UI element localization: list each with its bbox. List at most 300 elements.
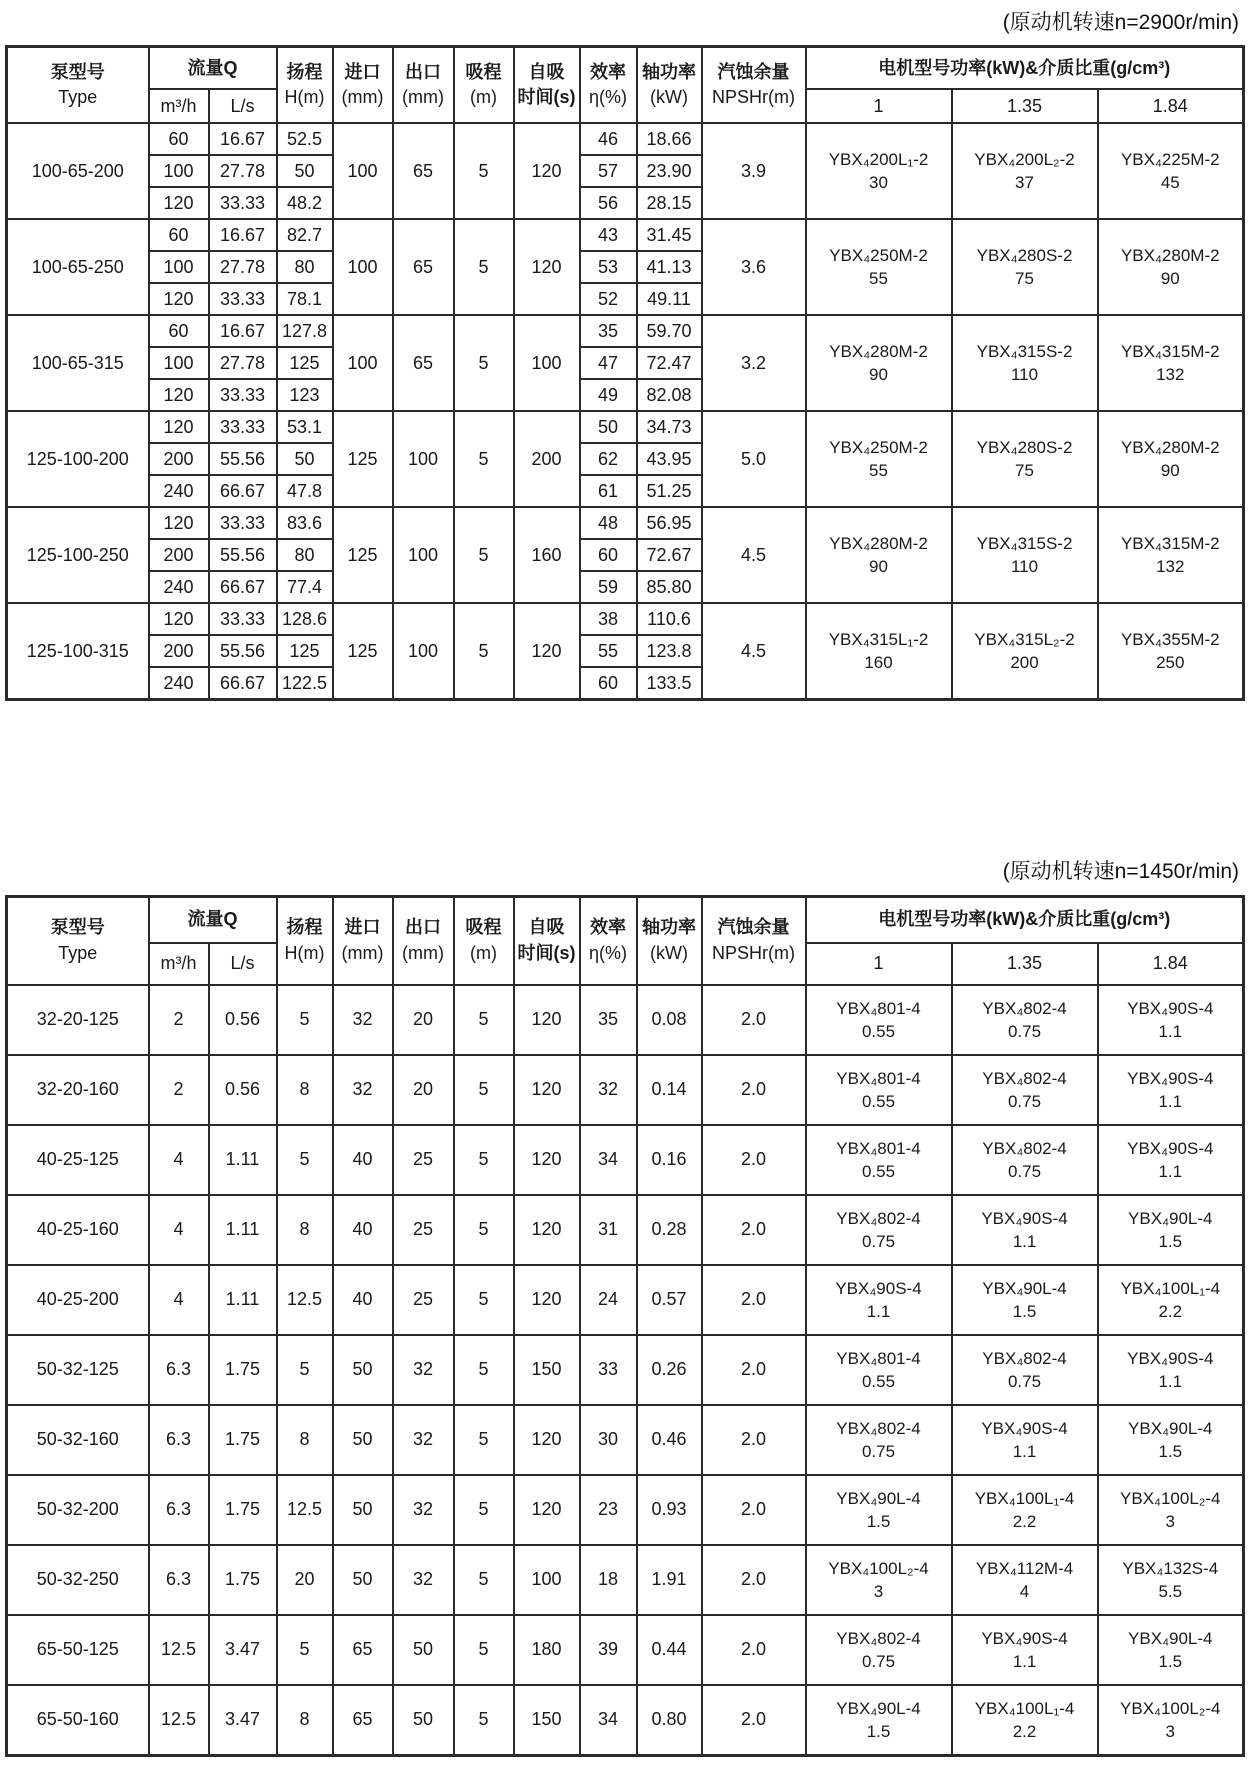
cell-flow-m3h: 6.3 — [149, 1405, 209, 1475]
col-header-pump-type — [7, 47, 149, 124]
cell-motor-sg184 — [1098, 315, 1244, 411]
cell-shaft-power: 18.66 — [637, 123, 702, 155]
cell-head: 48.2 — [277, 187, 333, 219]
cell-motor-sg1 — [806, 411, 952, 507]
cell-motor-sg1 — [806, 1405, 952, 1475]
cell-motor-sg135 — [952, 603, 1098, 700]
cell-head: 128.6 — [277, 603, 333, 635]
cell-motor-sg1 — [806, 1545, 952, 1615]
cell-motor-sg1 — [806, 315, 952, 411]
cell-flow-ls: 16.67 — [209, 219, 277, 251]
cell-suction: 5 — [454, 1545, 514, 1615]
cell-head: 125 — [277, 635, 333, 667]
motor-model: YBX₄280S-2 — [976, 438, 1073, 458]
cell-flow-m3h: 200 — [149, 635, 209, 667]
motor-model: YBX₄315L₁-2 — [828, 630, 929, 650]
col-header-suction: 吸程 (m) — [454, 47, 514, 124]
motor-model: YBX₄315L₂-2 — [974, 630, 1075, 650]
cell-head: 5 — [277, 1615, 333, 1685]
motor-power: 0.55 — [861, 1371, 896, 1391]
cell-flow-m3h: 4 — [149, 1125, 209, 1195]
cell-outlet: 50 — [393, 1685, 454, 1756]
cell-head: 5 — [277, 1335, 333, 1405]
cell-flow-ls: 1.11 — [209, 1125, 277, 1195]
cell-priming-time: 200 — [514, 411, 580, 507]
cell-flow-m3h: 120 — [149, 603, 209, 635]
motor-model: YBX₄90S-4 — [835, 1278, 922, 1298]
cell-motor-sg184 — [1098, 1545, 1244, 1615]
cell-npsh: 3.6 — [702, 219, 806, 315]
motor-model: YBX₄90L-4 — [836, 1698, 921, 1718]
motor-model: YBX₄90S-4 — [981, 1208, 1068, 1228]
cell-motor-sg1 — [806, 1195, 952, 1265]
cell-flow-m3h: 2 — [149, 985, 209, 1055]
motor-power: 1.5 — [1158, 1651, 1183, 1671]
cell-pump-type: 100-65-315 — [7, 315, 149, 411]
col-header-inlet: 进口 (mm) — [333, 47, 393, 124]
cell-flow-ls: 55.56 — [209, 443, 277, 475]
cell-inlet: 40 — [333, 1265, 393, 1335]
cell-flow-ls: 1.75 — [209, 1545, 277, 1615]
cell-motor-sg1 — [806, 1055, 952, 1125]
cell-motor-sg135 — [952, 507, 1098, 603]
cell-efficiency: 39 — [580, 1615, 637, 1685]
cell-flow-m3h: 200 — [149, 443, 209, 475]
cell-flow-m3h: 4 — [149, 1195, 209, 1265]
col-header-flow: 流量Q — [149, 47, 277, 90]
table-row — [7, 1685, 1244, 1756]
cell-head: 5 — [277, 1125, 333, 1195]
cell-flow-m3h: 6.3 — [149, 1545, 209, 1615]
cell-flow-ls: 33.33 — [209, 411, 277, 443]
cell-outlet: 32 — [393, 1335, 454, 1405]
motor-power: 1.5 — [866, 1511, 891, 1531]
cell-suction: 5 — [454, 603, 514, 700]
cell-flow-m3h: 100 — [149, 251, 209, 283]
motor-power: 2.2 — [1012, 1721, 1037, 1741]
cell-shaft-power: 0.80 — [637, 1685, 702, 1756]
col-header-pump-type-en: Type — [58, 87, 98, 108]
cell-shaft-power: 31.45 — [637, 219, 702, 251]
cell-flow-ls: 33.33 — [209, 187, 277, 219]
motor-model: YBX₄250M-2 — [829, 438, 928, 458]
motor-power: 110 — [1010, 557, 1039, 577]
motor-power: 0.75 — [861, 1651, 896, 1671]
motor-model: YBX₄802-4 — [836, 1208, 921, 1228]
cell-efficiency: 59 — [580, 571, 637, 603]
cell-outlet: 100 — [393, 411, 454, 507]
cell-efficiency: 49 — [580, 379, 637, 411]
cell-inlet: 40 — [333, 1195, 393, 1265]
cell-flow-ls: 16.67 — [209, 315, 277, 347]
cell-efficiency: 23 — [580, 1475, 637, 1545]
cell-shaft-power: 0.16 — [637, 1125, 702, 1195]
col-header-flow: 流量Q — [149, 896, 277, 943]
cell-motor-sg1 — [806, 123, 952, 219]
cell-motor-sg1 — [806, 1615, 952, 1685]
cell-flow-ls: 33.33 — [209, 603, 277, 635]
cell-priming-time: 120 — [514, 219, 580, 315]
col-header-sg-184: 1.84 — [1098, 943, 1244, 985]
col-header-shaft-power: 轴功率 (kW) — [637, 47, 702, 124]
motor-model: YBX₄90S-4 — [1127, 998, 1214, 1018]
cell-efficiency: 60 — [580, 539, 637, 571]
cell-flow-ls: 1.11 — [209, 1195, 277, 1265]
cell-suction: 5 — [454, 985, 514, 1055]
cell-flow-m3h: 12.5 — [149, 1615, 209, 1685]
cell-inlet: 32 — [333, 985, 393, 1055]
cell-npsh: 2.0 — [702, 1125, 806, 1195]
motor-model: YBX₄802-4 — [982, 1138, 1067, 1158]
motor-power: 0.55 — [861, 1021, 896, 1041]
cell-npsh: 3.9 — [702, 123, 806, 219]
cell-flow-ls: 1.75 — [209, 1405, 277, 1475]
cell-flow-ls: 27.78 — [209, 251, 277, 283]
motor-model: YBX₄280M-2 — [1120, 246, 1220, 266]
motor-power: 5.5 — [1158, 1581, 1183, 1601]
cell-shaft-power: 82.08 — [637, 379, 702, 411]
motor-model: YBX₄112M-4 — [975, 1558, 1074, 1578]
cell-shaft-power: 0.46 — [637, 1405, 702, 1475]
spec-table-1450 — [5, 895, 1245, 1757]
cell-motor-sg1 — [806, 507, 952, 603]
cell-flow-m3h: 60 — [149, 315, 209, 347]
motor-power: 132 — [1156, 557, 1185, 577]
cell-motor-sg184 — [1098, 1265, 1244, 1335]
cell-head: 82.7 — [277, 219, 333, 251]
col-header-sg-1: 1 — [806, 943, 952, 985]
cell-motor-sg1 — [806, 219, 952, 315]
cell-motor-sg135 — [952, 1125, 1098, 1195]
cell-outlet: 32 — [393, 1475, 454, 1545]
cell-npsh: 2.0 — [702, 1265, 806, 1335]
cell-shaft-power: 28.15 — [637, 187, 702, 219]
cell-flow-ls: 16.67 — [209, 123, 277, 155]
motor-power: 1.1 — [1158, 1091, 1183, 1111]
col-header-ls: L/s — [209, 89, 277, 123]
col-header-npsh: 汽蚀余量 NPSHr(m) — [702, 896, 806, 985]
cell-efficiency: 60 — [580, 667, 637, 700]
cell-shaft-power: 34.73 — [637, 411, 702, 443]
motor-model: YBX₄280M-2 — [829, 342, 928, 362]
cell-inlet: 50 — [333, 1475, 393, 1545]
cell-head: 77.4 — [277, 571, 333, 603]
motor-power: 3 — [1165, 1721, 1175, 1741]
motor-model: YBX₄100L₂-4 — [1120, 1698, 1221, 1718]
cell-flow-ls: 1.75 — [209, 1335, 277, 1405]
cell-motor-sg184 — [1098, 1195, 1244, 1265]
motor-power: 132 — [1156, 365, 1185, 385]
table2-title: (原动机转速n=1450r/min) — [1002, 860, 1239, 884]
cell-flow-m3h: 6.3 — [149, 1475, 209, 1545]
motor-model: YBX₄280M-2 — [1120, 438, 1220, 458]
cell-suction: 5 — [454, 315, 514, 411]
cell-motor-sg135 — [952, 1475, 1098, 1545]
motor-model: YBX₄355M-2 — [1120, 630, 1220, 650]
cell-pump-type: 50-32-125 — [7, 1335, 149, 1405]
cell-flow-m3h: 4 — [149, 1265, 209, 1335]
cell-flow-ls: 33.33 — [209, 283, 277, 315]
cell-suction: 5 — [454, 1265, 514, 1335]
cell-suction: 5 — [454, 1055, 514, 1125]
cell-head: 12.5 — [277, 1265, 333, 1335]
table-row — [7, 603, 1244, 635]
cell-suction: 5 — [454, 1475, 514, 1545]
cell-shaft-power: 110.6 — [637, 603, 702, 635]
motor-power: 0.55 — [861, 1161, 896, 1181]
table-row — [7, 1125, 1244, 1195]
cell-pump-type: 32-20-160 — [7, 1055, 149, 1125]
motor-model: YBX₄802-4 — [836, 1418, 921, 1438]
cell-outlet: 65 — [393, 219, 454, 315]
cell-flow-ls: 0.56 — [209, 1055, 277, 1125]
cell-suction: 5 — [454, 1335, 514, 1405]
cell-flow-ls: 33.33 — [209, 507, 277, 539]
cell-motor-sg184 — [1098, 1405, 1244, 1475]
cell-head: 50 — [277, 443, 333, 475]
motor-power: 55 — [869, 269, 888, 289]
motor-power: 4 — [1019, 1581, 1030, 1601]
cell-efficiency: 30 — [580, 1405, 637, 1475]
cell-motor-sg135 — [952, 315, 1098, 411]
cell-shaft-power: 59.70 — [637, 315, 702, 347]
cell-outlet: 65 — [393, 315, 454, 411]
cell-shaft-power: 41.13 — [637, 251, 702, 283]
col-header-priming: 自吸 时间(s) — [514, 896, 580, 985]
cell-flow-m3h: 120 — [149, 283, 209, 315]
cell-head: 80 — [277, 251, 333, 283]
cell-suction: 5 — [454, 123, 514, 219]
motor-model: YBX₄200L₂-2 — [974, 150, 1075, 170]
table-row — [7, 1405, 1244, 1475]
cell-shaft-power: 133.5 — [637, 667, 702, 700]
cell-suction: 5 — [454, 1125, 514, 1195]
table-row — [7, 985, 1244, 1055]
motor-power: 200 — [1010, 653, 1039, 673]
cell-efficiency: 55 — [580, 635, 637, 667]
cell-flow-ls: 27.78 — [209, 347, 277, 379]
cell-motor-sg184 — [1098, 123, 1244, 219]
motor-model: YBX₄90L-4 — [1128, 1628, 1213, 1648]
cell-motor-sg184 — [1098, 603, 1244, 700]
motor-power: 90 — [1160, 269, 1180, 289]
motor-power: 1.1 — [1158, 1021, 1183, 1041]
cell-head: 127.8 — [277, 315, 333, 347]
cell-flow-ls: 3.47 — [209, 1685, 277, 1756]
motor-model: YBX₄200L₁-2 — [828, 150, 929, 170]
cell-suction: 5 — [454, 1405, 514, 1475]
col-header-motor-group: 电机型号功率(kW)&介质比重(g/cm³) — [806, 896, 1244, 943]
cell-priming-time: 120 — [514, 603, 580, 700]
cell-pump-type: 125-100-250 — [7, 507, 149, 603]
cell-priming-time: 160 — [514, 507, 580, 603]
col-header-npsh: 汽蚀余量 NPSHr(m) — [702, 47, 806, 124]
cell-head: 123 — [277, 379, 333, 411]
cell-npsh: 2.0 — [702, 1055, 806, 1125]
cell-efficiency: 35 — [580, 315, 637, 347]
cell-inlet: 100 — [333, 219, 393, 315]
cell-pump-type: 100-65-250 — [7, 219, 149, 315]
cell-inlet: 65 — [333, 1615, 393, 1685]
motor-power: 250 — [1156, 653, 1185, 673]
col-header-outlet: 出口 (mm) — [393, 47, 454, 124]
cell-motor-sg1 — [806, 603, 952, 700]
motor-power: 1.1 — [1158, 1161, 1183, 1181]
motor-model: YBX₄90L-4 — [982, 1278, 1067, 1298]
cell-flow-m3h: 12.5 — [149, 1685, 209, 1756]
cell-flow-m3h: 60 — [149, 123, 209, 155]
cell-efficiency: 57 — [580, 155, 637, 187]
cell-outlet: 50 — [393, 1615, 454, 1685]
motor-model: YBX₄100L₂-4 — [828, 1558, 929, 1578]
cell-efficiency: 43 — [580, 219, 637, 251]
cell-motor-sg135 — [952, 411, 1098, 507]
table-row — [7, 507, 1244, 539]
cell-head: 52.5 — [277, 123, 333, 155]
cell-head: 8 — [277, 1685, 333, 1756]
cell-shaft-power: 56.95 — [637, 507, 702, 539]
motor-power: 0.75 — [1007, 1371, 1042, 1391]
col-header-motor-group: 电机型号功率(kW)&介质比重(g/cm³) — [806, 47, 1244, 90]
cell-flow-ls: 33.33 — [209, 379, 277, 411]
cell-motor-sg184 — [1098, 1685, 1244, 1756]
motor-power: 0.75 — [861, 1441, 896, 1461]
cell-motor-sg1 — [806, 1475, 952, 1545]
cell-head: 12.5 — [277, 1475, 333, 1545]
table-row — [7, 1265, 1244, 1335]
motor-model: YBX₄90S-4 — [981, 1628, 1068, 1648]
cell-inlet: 50 — [333, 1405, 393, 1475]
cell-outlet: 65 — [393, 123, 454, 219]
cell-motor-sg135 — [952, 1265, 1098, 1335]
cell-motor-sg1 — [806, 1125, 952, 1195]
cell-flow-m3h: 100 — [149, 155, 209, 187]
cell-inlet: 100 — [333, 315, 393, 411]
spec-table-2900 — [5, 45, 1245, 701]
table1-title: (原动机转速n=2900r/min) — [1002, 11, 1239, 34]
motor-model: YBX₄802-4 — [982, 998, 1067, 1018]
cell-outlet: 20 — [393, 985, 454, 1055]
cell-shaft-power: 72.47 — [637, 347, 702, 379]
cell-head: 20 — [277, 1545, 333, 1615]
cell-efficiency: 46 — [580, 123, 637, 155]
cell-flow-ls: 27.78 — [209, 155, 277, 187]
motor-model: YBX₄90S-4 — [981, 1418, 1068, 1438]
cell-flow-m3h: 120 — [149, 411, 209, 443]
cell-motor-sg1 — [806, 1335, 952, 1405]
cell-outlet: 25 — [393, 1195, 454, 1265]
cell-pump-type: 40-25-160 — [7, 1195, 149, 1265]
motor-power: 55 — [869, 461, 888, 481]
cell-pump-type: 65-50-125 — [7, 1615, 149, 1685]
cell-flow-m3h: 100 — [149, 347, 209, 379]
cell-efficiency: 34 — [580, 1125, 637, 1195]
table-row — [7, 315, 1244, 347]
motor-model: YBX₄90L-4 — [1128, 1208, 1213, 1228]
motor-model: YBX₄100L₁-4 — [974, 1488, 1075, 1508]
motor-power: 1.1 — [1012, 1231, 1037, 1251]
cell-head: 83.6 — [277, 507, 333, 539]
cell-pump-type: 50-32-250 — [7, 1545, 149, 1615]
cell-motor-sg135 — [952, 219, 1098, 315]
motor-model: YBX₄90L-4 — [836, 1488, 921, 1508]
cell-motor-sg135 — [952, 1545, 1098, 1615]
motor-model: YBX₄90S-4 — [1127, 1348, 1214, 1368]
motor-model: YBX₄315S-2 — [976, 534, 1073, 554]
cell-flow-m3h: 6.3 — [149, 1335, 209, 1405]
cell-npsh: 2.0 — [702, 1615, 806, 1685]
cell-shaft-power: 23.90 — [637, 155, 702, 187]
cell-head: 125 — [277, 347, 333, 379]
cell-priming-time: 120 — [514, 985, 580, 1055]
motor-model: YBX₄132S-4 — [1122, 1558, 1219, 1578]
cell-motor-sg1 — [806, 1265, 952, 1335]
cell-npsh: 4.5 — [702, 603, 806, 700]
col-header-ls: L/s — [209, 943, 277, 985]
motor-power: 0.75 — [1007, 1091, 1042, 1111]
cell-suction: 5 — [454, 219, 514, 315]
motor-model: YBX₄801-4 — [836, 1138, 921, 1158]
motor-model: YBX₄100L₁-4 — [974, 1698, 1075, 1718]
cell-shaft-power: 0.28 — [637, 1195, 702, 1265]
cell-efficiency: 32 — [580, 1055, 637, 1125]
cell-npsh: 5.0 — [702, 411, 806, 507]
motor-power: 2.2 — [1012, 1511, 1037, 1531]
motor-model: YBX₄100L₁-4 — [1120, 1278, 1221, 1298]
cell-motor-sg135 — [952, 985, 1098, 1055]
cell-efficiency: 31 — [580, 1195, 637, 1265]
cell-pump-type: 40-25-125 — [7, 1125, 149, 1195]
cell-motor-sg184 — [1098, 1055, 1244, 1125]
cell-suction: 5 — [454, 411, 514, 507]
cell-head: 53.1 — [277, 411, 333, 443]
cell-priming-time: 100 — [514, 315, 580, 411]
cell-motor-sg135 — [952, 1405, 1098, 1475]
cell-priming-time: 120 — [514, 1405, 580, 1475]
cell-inlet: 100 — [333, 123, 393, 219]
col-header-pump-type: 泵型号 Type — [7, 896, 149, 985]
cell-priming-time: 150 — [514, 1335, 580, 1405]
col-header-efficiency: 效率 η(%) — [580, 896, 637, 985]
cell-pump-type: 65-50-160 — [7, 1685, 149, 1756]
motor-power: 1.1 — [1012, 1651, 1037, 1671]
cell-shaft-power: 0.14 — [637, 1055, 702, 1125]
cell-priming-time: 180 — [514, 1615, 580, 1685]
col-header-sg-135: 1.35 — [952, 89, 1098, 123]
cell-efficiency: 62 — [580, 443, 637, 475]
col-header-head: 扬程 H(m) — [277, 47, 333, 124]
motor-model: YBX₄90S-4 — [1127, 1068, 1214, 1088]
cell-shaft-power: 51.25 — [637, 475, 702, 507]
cell-head: 8 — [277, 1405, 333, 1475]
cell-motor-sg135 — [952, 1335, 1098, 1405]
cell-npsh: 2.0 — [702, 1685, 806, 1756]
motor-power: 2.2 — [1158, 1301, 1183, 1321]
cell-shaft-power: 85.80 — [637, 571, 702, 603]
cell-head: 8 — [277, 1195, 333, 1265]
cell-inlet: 40 — [333, 1125, 393, 1195]
cell-efficiency: 52 — [580, 283, 637, 315]
cell-npsh: 2.0 — [702, 1195, 806, 1265]
cell-flow-m3h: 240 — [149, 571, 209, 603]
cell-suction: 5 — [454, 1195, 514, 1265]
motor-power: 90 — [869, 365, 888, 385]
motor-model: YBX₄802-4 — [836, 1628, 921, 1648]
motor-model: YBX₄801-4 — [836, 1348, 921, 1368]
cell-shaft-power: 0.93 — [637, 1475, 702, 1545]
cell-motor-sg184 — [1098, 1615, 1244, 1685]
col-header-outlet: 出口 (mm) — [393, 896, 454, 985]
